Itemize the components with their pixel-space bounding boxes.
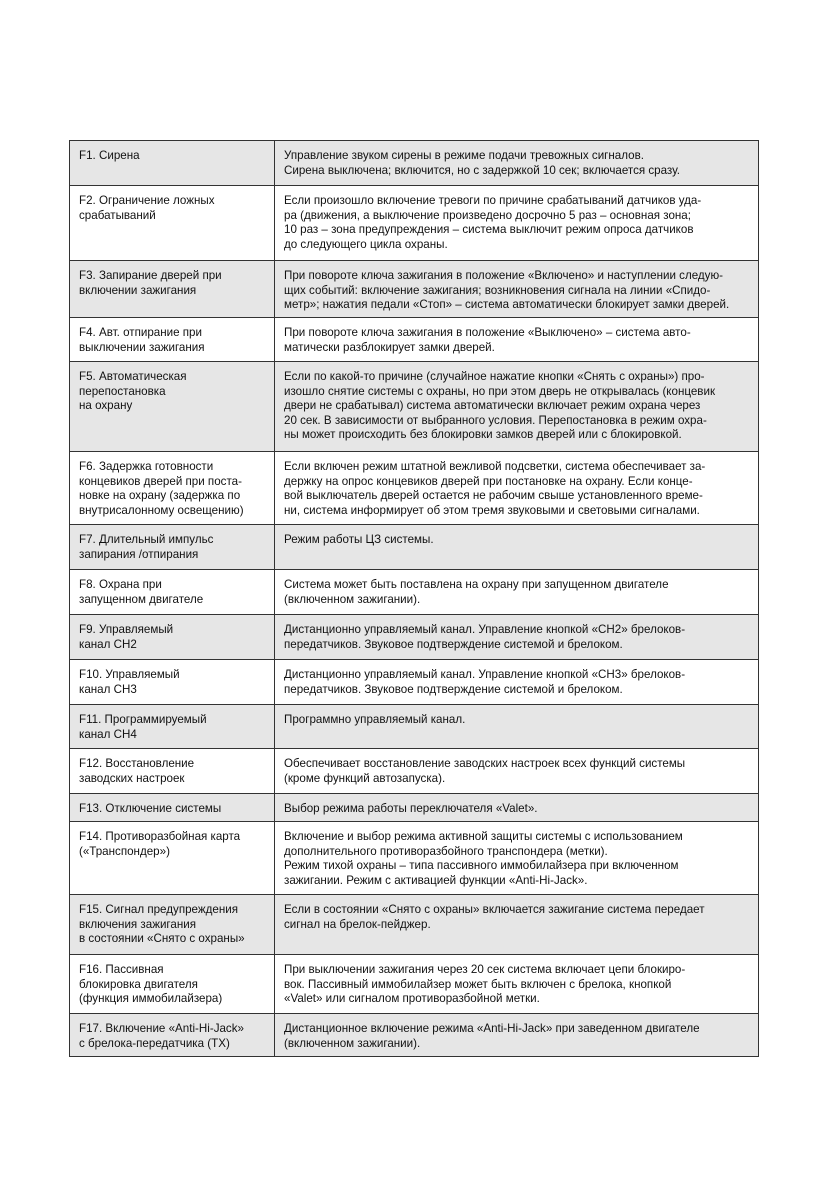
function-description: Выбор режима работы переключателя «Valet». <box>284 802 538 815</box>
function-name: F7. Длительный импульс запирания /отпирания <box>70 525 275 569</box>
table-row <box>70 261 758 318</box>
table-row <box>70 822 758 895</box>
function-name: F15. Сигнал предупреждения включения зажигания в состоянии «Снято с охраны» <box>70 895 275 954</box>
function-description: Включение и выбор режима активной защиты системы с использованием дополнительного противоразбойного транспондера (метки). Режим тихой охраны – типа пассивного иммобилайзера при включенном зажигании. Режим с активацией функции «Anti-Hi-Jack». <box>284 830 683 887</box>
function-description: Режим работы ЦЗ системы. <box>284 533 434 546</box>
table-row <box>70 660 758 705</box>
function-description: Система может быть поставлена на охрану при запущенном двигателе (включенном зажигании). <box>284 578 669 606</box>
table-row <box>70 615 758 660</box>
function-name: F11. Программируемый канал CH4 <box>70 705 275 748</box>
function-name: F13. Отключение системы <box>70 794 275 821</box>
table-row <box>70 955 758 1014</box>
table-row <box>70 895 758 955</box>
function-description: Дистанционно управляемый канал. Управление кнопкой «CH2» брелоков- передатчиков. Звуковое подтверждение системой и брелоком. <box>284 623 686 651</box>
function-name: F2. Ограничение ложных срабатываний <box>70 186 275 260</box>
function-name: F12. Восстановление заводских настроек <box>70 749 275 793</box>
function-description: Управление звуком сирены в режиме подачи тревожных сигналов. Сирена выключена; включится, но с задержкой 10 сек; включается сразу. <box>284 149 680 177</box>
table-row <box>70 705 758 749</box>
table-row <box>70 318 758 362</box>
function-description: Обеспечивает восстановление заводских настроек всех функций системы (кроме функций автозапуска). <box>284 757 686 785</box>
functions-table <box>69 140 759 1057</box>
function-name: F5. Автоматическая перепостановка на охрану <box>70 362 275 451</box>
function-name: F1. Сирена <box>70 141 275 185</box>
table-row <box>70 525 758 570</box>
function-description: Если в состоянии «Снято с охраны» включается зажигание система передает сигнал на брелок-пейджер. <box>284 903 705 931</box>
function-description: Дистанционное включение режима «Anti-Hi-Jack» при заведенном двигателе (включенном зажигании). <box>284 1022 700 1050</box>
function-name: F8. Охрана при запущенном двигателе <box>70 570 275 614</box>
function-name: F10. Управляемый канал CH3 <box>70 660 275 704</box>
function-name: F16. Пассивная блокировка двигателя (функция иммобилайзера) <box>70 955 275 1013</box>
table-row <box>70 452 758 525</box>
table-row <box>70 362 758 452</box>
function-name: F14. Противоразбойная карта («Транспондер») <box>70 822 275 894</box>
function-name: F4. Авт. отпирание при выключении зажигания <box>70 318 275 361</box>
function-name: F17. Включение «Anti-Hi-Jack» с брелока-передатчика (TX) <box>70 1014 275 1056</box>
function-description: При повороте ключа зажигания в положение «Выключено» – система авто- матически разблокирует замки дверей. <box>284 326 691 354</box>
table-row <box>70 749 758 794</box>
table-row <box>70 1014 758 1057</box>
function-description: Дистанционно управляемый канал. Управление кнопкой «CH3» брелоков- передатчиков. Звуковое подтверждение системой и брелоком. <box>284 668 686 696</box>
function-description: Если включен режим штатной вежливой подсветки, система обеспечивает за- держку на опрос концевиков дверей при постановке на охрану. Если конце- вой выключатель дверей остается не рабочим свыше установленного време- ни, система информирует об этом тремя звуковыми и световыми сигналами. <box>284 460 706 517</box>
function-name: F9. Управляемый канал CH2 <box>70 615 275 659</box>
function-description: Если по какой-то причине (случайное нажатие кнопки «Снять с охраны») про- изошло снятие системы с охраны, но при этом дверь не открывалась (концевик двери не срабатывал) система автоматически включает режим охрана через 20 сек. В зависимости от выбранного условия. Перепостановка в режим охра- ны может происходить без блокировки замков дверей или с блокировкой. <box>284 370 716 442</box>
function-description: При выключении зажигания через 20 сек система включает цепи блокиро- вок. Пассивный иммобилайзер может быть включен с брелока, кнопкой «Valet» или сигналом противоразбойной метки. <box>284 963 686 1006</box>
function-description: Программно управляемый канал. <box>284 713 466 726</box>
table-row <box>70 141 758 186</box>
function-name: F3. Запирание дверей при включении зажигания <box>70 261 275 317</box>
table-row <box>70 794 758 822</box>
function-description: При повороте ключа зажигания в положение «Включено» и наступлении следую- щих событий: включение зажигания; возникновения сигнала на линии «Спидо- метр»; нажатия педали «Стоп» – система автоматически блокирует замки дверей. <box>284 269 730 312</box>
function-name: F6. Задержка готовности концевиков дверей при поста- новке на охрану (задержка по внутрисалонному освещению) <box>70 452 275 524</box>
table-row <box>70 570 758 615</box>
function-description: Если произошло включение тревоги по причине срабатываний датчиков уда- ра (движения, а выключение произведено досрочно 5 раз – основная зона; 10 раз – зона предупреждения – система выключит режим опроса датчиков до следующего цикла охраны. <box>284 194 702 251</box>
table-row <box>70 186 758 261</box>
